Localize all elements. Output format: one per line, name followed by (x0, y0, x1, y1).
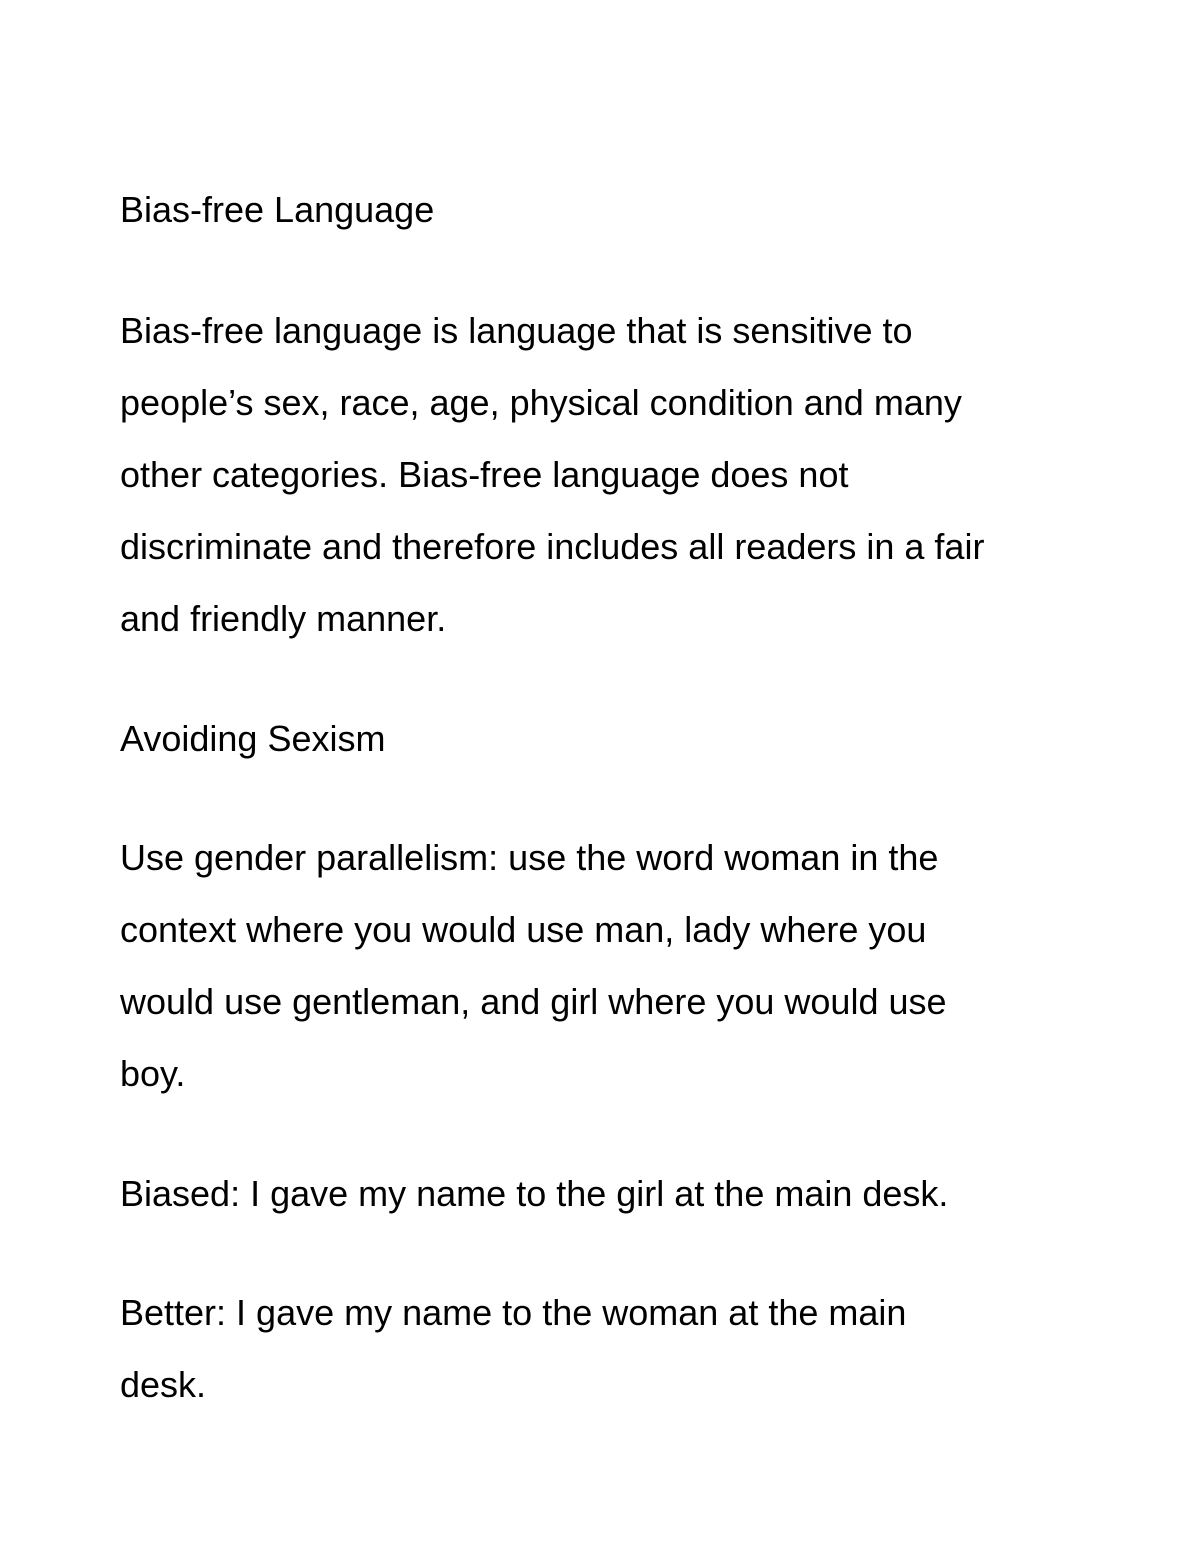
section-title-avoiding-sexism: Avoiding Sexism (120, 718, 386, 759)
paragraph-line: discriminate and therefore includes all readers in a fair (120, 526, 985, 567)
paragraph-line: Use gender parallelism: use the word woman in the (120, 837, 939, 878)
paragraph-line: and friendly manner. (120, 598, 447, 639)
better-example-line: desk. (120, 1364, 207, 1405)
paragraph-line: boy. (120, 1053, 186, 1094)
biased-example: Biased: I gave my name to the girl at the main desk. (120, 1173, 949, 1214)
paragraph-line: people’s sex, race, age, physical condition and many (120, 382, 962, 423)
better-example-line: Better: I gave my name to the woman at the main (120, 1292, 907, 1333)
paragraph-line: other categories. Bias-free language does not (120, 454, 849, 495)
paragraph-line: context where you would use man, lady where you (120, 909, 927, 950)
paragraph-line: Bias-free language is language that is sensitive to (120, 310, 913, 351)
paragraph-line: would use gentleman, and girl where you would use (120, 981, 947, 1022)
section-title-bias-free-language: Bias-free Language (120, 189, 435, 230)
